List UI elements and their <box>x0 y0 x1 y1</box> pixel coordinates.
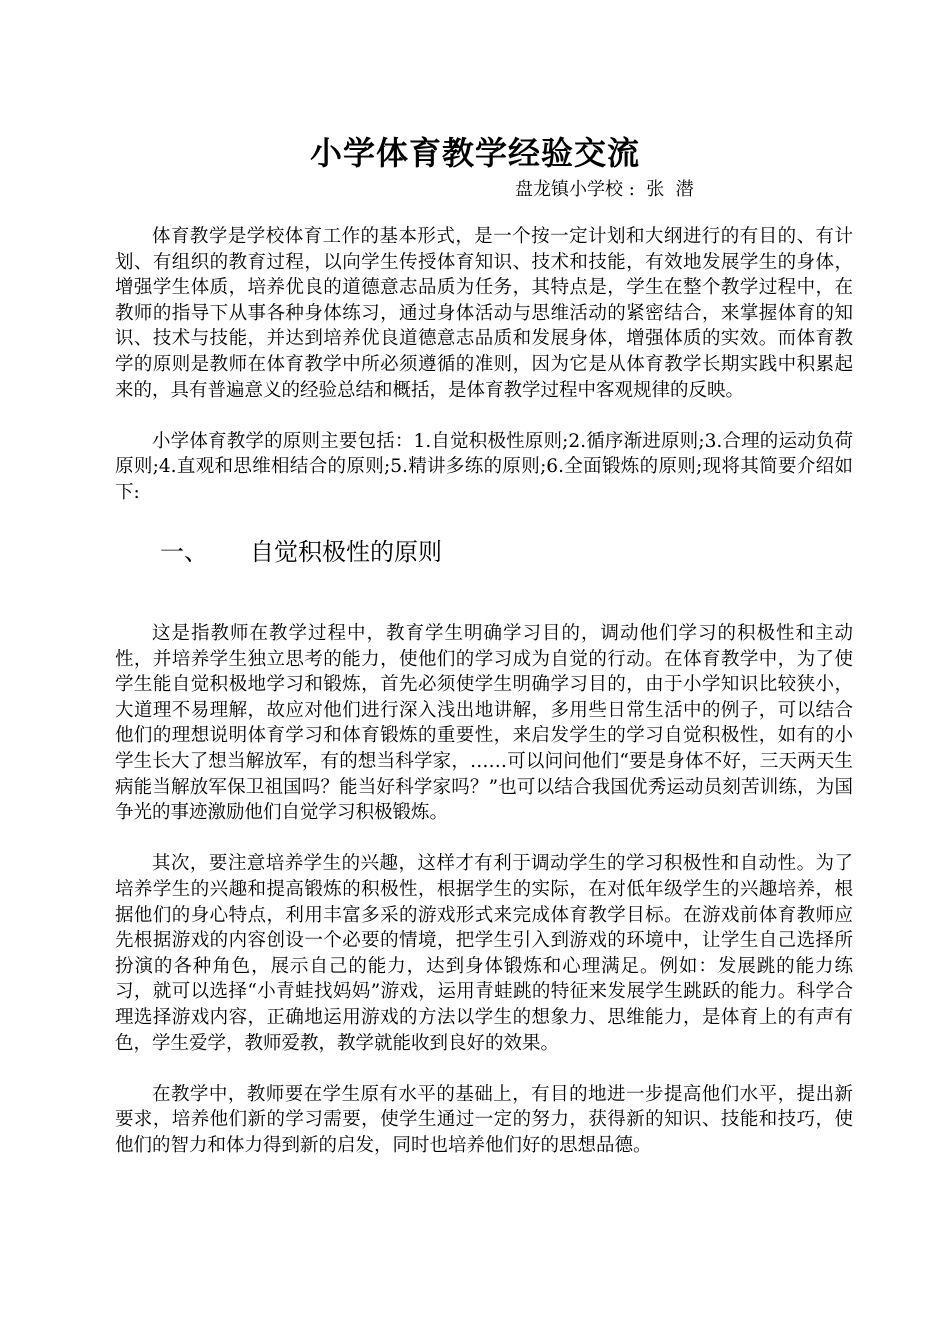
section-number: 一、 <box>160 538 208 566</box>
intro-paragraph-1: 体育教学是学校体育工作的基本形式，是一个按一定计划和大纲进行的有目的、有计划、有组织的教育过程，以向学生传授体育知识、技术和技能，有效地发展学生的身体，增强学生体质，培养优良的道德意志品质为任务，其特点是，学生在整个教学过程中，在教师的指导下从事各种身体练习，通过身体活动与思维活动的紧密结合，来掌握体育的知识、技术与技能，并达到培养优良道德意志品质和发展身体，增强体质的实效。而体育教学的原则是教师在体育教学中所必须遵循的准则，因为它是从体育教学长期实践中积累起来的，具有普遍意义的经验总结和概括，是体育教学过程中客观规律的反映。 <box>115 226 853 401</box>
intro-paragraph-2: 小学体育教学的原则主要包括：1.自觉积极性原则;2.循序渐进原则;3.合理的运动负荷原则;4.直观和思维相结合的原则;5.精讲多练的原则;6.全面锻炼的原则;现将其简要介绍如下: <box>115 430 853 503</box>
body-paragraph-3: 在教学中，教师要在学生原有水平的基础上，有目的地进一步提高他们水平，提出新要求，培养他们新的学习需要，使学生通过一定的努力，获得新的知识、技能和技巧，使他们的智力和体力得到新的启发，同时也培养他们好的思想品德。 <box>115 1083 853 1156</box>
section-heading <box>160 532 442 567</box>
section-title: 自觉积极性的原则 <box>250 538 442 566</box>
body-paragraph-1: 这是指教师在教学过程中，教育学生明确学习目的，调动他们学习的积极性和主动性，并培养学生独立思考的能力，使他们的学习成为自觉的行动。在体育教学中，为了使学生能自觉积极地学习和锻炼，首先必须使学生明确学习目的，由于小学知识比较狭小，大道理不易理解，故应对他们进行深入浅出地讲解，多用些日常生活中的例子，可以结合他们的理想说明体育学习和体育锻炼的重要性，来启发学生的学习自觉积极性，如有的小学生长大了想当解放军，有的想当科学家，……可以问问他们“要是身体不好，三天两天生病能当解放军保卫祖国吗？能当好科学家吗？”也可以结合我国优秀运动员刻苦训练，为国争光的事迹激励他们自觉学习积极锻炼。 <box>115 623 853 824</box>
document-title: 小学体育教学经验交流 <box>309 134 640 172</box>
author-line: 盘龙镇小学校 : 张 潜 <box>515 179 694 200</box>
body-paragraph-2: 其次，要注意培养学生的兴趣，这样才有利于调动学生的学习积极性和自动性。为了培养学生的兴趣和提高锻炼的积极性，根据学生的实际，在对低年级学生的兴趣培养，根据他们的身心特点，利用丰富多采的游戏形式来完成体育教学目标。在游戏前体育教师应先根据游戏的内容创设一个必要的情境，把学生引入到游戏的环境中，让学生自己选择所扮演的各种角色，展示自己的能力，达到身体锻炼和心理满足。例如：发展跳的能力练习，就可以选择“小青蛙找妈妈”游戏，运用青蛙跳的特征来发展学生跳跃的能力。科学合理选择游戏内容，正确地运用游戏的方法以学生的想象力、思维能力，是体育上的有声有色，学生爱学，教师爱教，教学就能收到良好的效果。 <box>115 853 853 1054</box>
